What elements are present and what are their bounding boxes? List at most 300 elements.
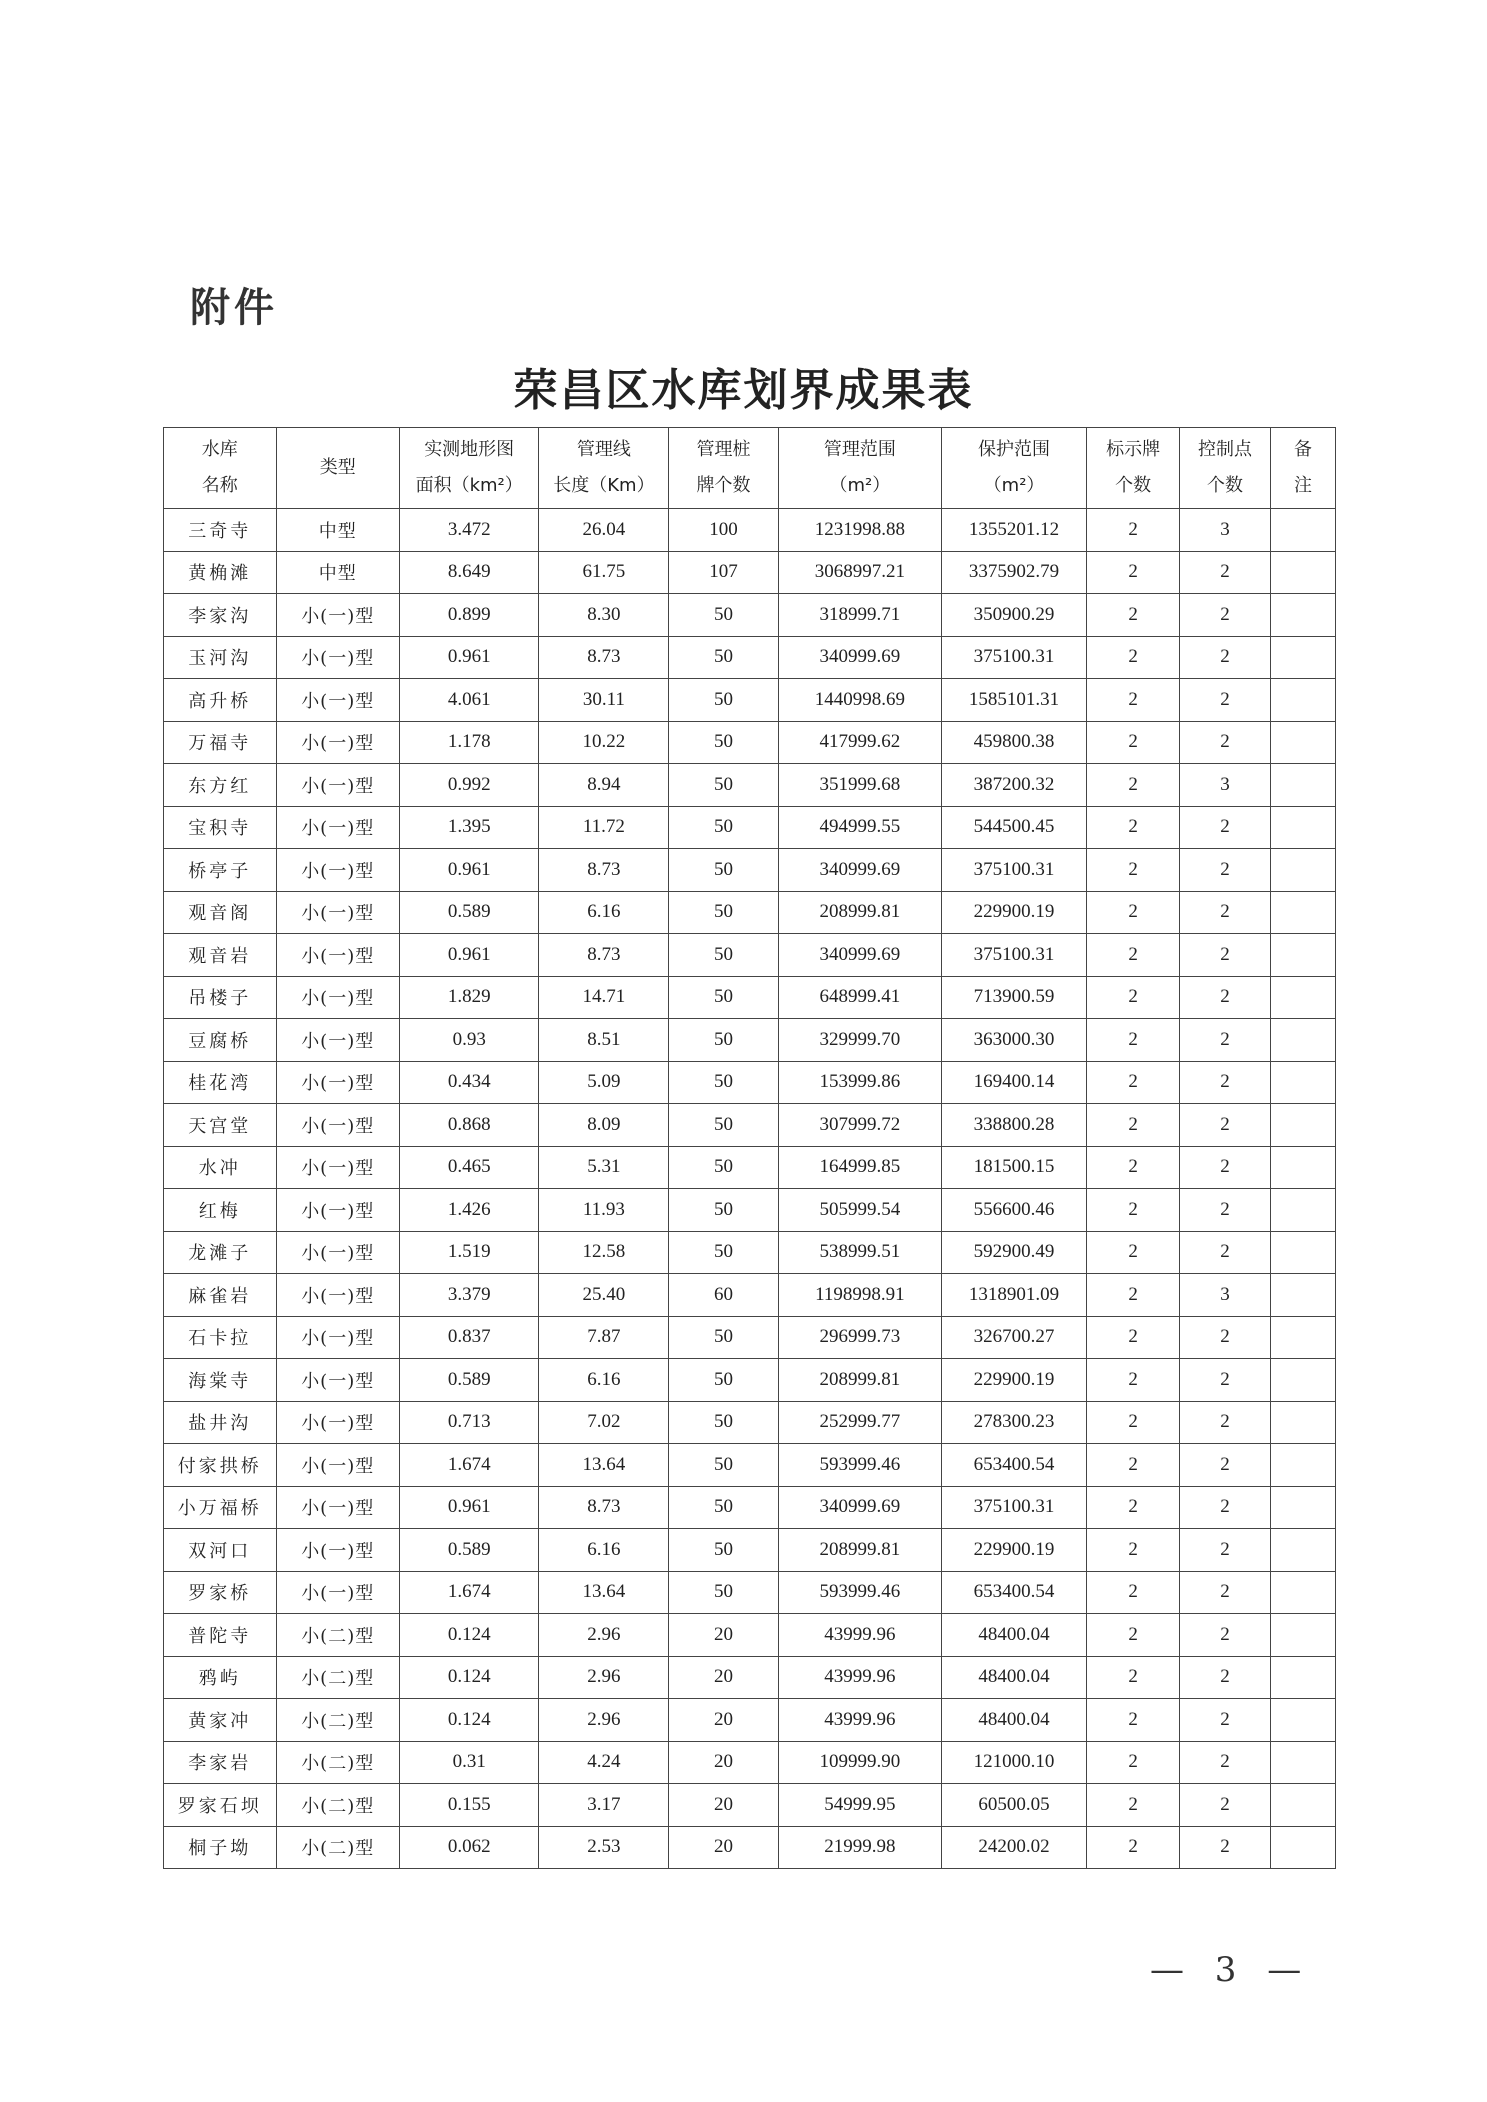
control-points-cell: 2 (1180, 849, 1271, 892)
control-points-cell: 2 (1180, 1231, 1271, 1274)
protection-range-cell: 278300.23 (942, 1401, 1087, 1444)
type-cell: 小(二)型 (276, 1699, 399, 1742)
management-range-cell: 1231998.88 (778, 509, 941, 552)
management-range-cell: 43999.96 (778, 1699, 941, 1742)
management-range-cell: 208999.81 (778, 891, 941, 934)
management-range-cell: 340999.69 (778, 849, 941, 892)
stakes-cell: 50 (669, 976, 778, 1019)
control-points-cell: 2 (1180, 1614, 1271, 1657)
type-cell: 小(二)型 (276, 1826, 399, 1869)
area-cell: 0.155 (399, 1784, 539, 1827)
signs-cell: 2 (1087, 509, 1180, 552)
protection-range-cell: 1355201.12 (942, 509, 1087, 552)
signs-cell: 2 (1087, 1316, 1180, 1359)
remarks-cell (1271, 721, 1336, 764)
reservoir-name-cell: 罗家桥 (164, 1571, 277, 1614)
table-row (164, 1444, 1336, 1487)
protection-range-cell: 653400.54 (942, 1444, 1087, 1487)
reservoir-name-cell: 观音岩 (164, 934, 277, 977)
management-range-cell: 43999.96 (778, 1656, 941, 1699)
signs-cell: 2 (1087, 1019, 1180, 1062)
line-length-cell: 10.22 (539, 721, 669, 764)
stakes-cell: 50 (669, 1529, 778, 1572)
protection-range-cell: 375100.31 (942, 636, 1087, 679)
table-row (164, 1231, 1336, 1274)
signs-cell: 2 (1087, 1231, 1180, 1274)
header-name: 水库 名称 (164, 428, 277, 509)
table-row (164, 1656, 1336, 1699)
area-cell: 0.062 (399, 1826, 539, 1869)
remarks-cell (1271, 1104, 1336, 1147)
table-row (164, 1401, 1336, 1444)
protection-range-cell: 387200.32 (942, 764, 1087, 807)
line-length-cell: 13.64 (539, 1571, 669, 1614)
type-cell: 小(二)型 (276, 1741, 399, 1784)
management-range-cell: 208999.81 (778, 1529, 941, 1572)
area-cell: 1.178 (399, 721, 539, 764)
area-cell: 0.465 (399, 1146, 539, 1189)
management-range-cell: 648999.41 (778, 976, 941, 1019)
remarks-cell (1271, 1019, 1336, 1062)
type-cell: 小(一)型 (276, 1401, 399, 1444)
stakes-cell: 50 (669, 806, 778, 849)
management-range-cell: 340999.69 (778, 636, 941, 679)
area-cell: 0.124 (399, 1614, 539, 1657)
type-cell: 小(一)型 (276, 1486, 399, 1529)
reservoir-name-cell: 三奇寺 (164, 509, 277, 552)
type-cell: 小(一)型 (276, 891, 399, 934)
signs-cell: 2 (1087, 1614, 1180, 1657)
table-row (164, 976, 1336, 1019)
reservoir-name-cell: 红梅 (164, 1189, 277, 1232)
stakes-cell: 50 (669, 849, 778, 892)
area-cell: 0.992 (399, 764, 539, 807)
line-length-cell: 8.51 (539, 1019, 669, 1062)
line-length-cell: 11.72 (539, 806, 669, 849)
remarks-cell (1271, 1316, 1336, 1359)
signs-cell: 2 (1087, 1571, 1180, 1614)
type-cell: 小(一)型 (276, 1061, 399, 1104)
control-points-cell: 2 (1180, 1571, 1271, 1614)
reservoir-name-cell: 罗家石坝 (164, 1784, 277, 1827)
remarks-cell (1271, 1784, 1336, 1827)
line-length-cell: 7.02 (539, 1401, 669, 1444)
type-cell: 小(一)型 (276, 934, 399, 977)
area-cell: 0.124 (399, 1699, 539, 1742)
control-points-cell: 2 (1180, 1826, 1271, 1869)
area-cell: 1.674 (399, 1444, 539, 1487)
remarks-cell (1271, 1614, 1336, 1657)
area-cell: 0.93 (399, 1019, 539, 1062)
control-points-cell: 2 (1180, 1359, 1271, 1402)
table-header-row (164, 428, 1336, 509)
management-range-cell: 417999.62 (778, 721, 941, 764)
line-length-cell: 8.94 (539, 764, 669, 807)
remarks-cell (1271, 891, 1336, 934)
type-cell: 小(一)型 (276, 849, 399, 892)
management-range-cell: 593999.46 (778, 1571, 941, 1614)
control-points-cell: 2 (1180, 721, 1271, 764)
stakes-cell: 100 (669, 509, 778, 552)
remarks-cell (1271, 1529, 1336, 1572)
remarks-cell (1271, 976, 1336, 1019)
signs-cell: 2 (1087, 849, 1180, 892)
control-points-cell: 2 (1180, 1656, 1271, 1699)
stakes-cell: 107 (669, 551, 778, 594)
line-length-cell: 8.73 (539, 849, 669, 892)
control-points-cell: 2 (1180, 1529, 1271, 1572)
line-length-cell: 5.31 (539, 1146, 669, 1189)
protection-range-cell: 326700.27 (942, 1316, 1087, 1359)
management-range-cell: 307999.72 (778, 1104, 941, 1147)
table-row (164, 509, 1336, 552)
signs-cell: 2 (1087, 1274, 1180, 1317)
reservoir-name-cell: 龙滩子 (164, 1231, 277, 1274)
stakes-cell: 50 (669, 1316, 778, 1359)
header-line-length: 管理线 长度（Km） (539, 428, 669, 509)
stakes-cell: 50 (669, 1571, 778, 1614)
area-cell: 0.31 (399, 1741, 539, 1784)
protection-range-cell: 556600.46 (942, 1189, 1087, 1232)
protection-range-cell: 169400.14 (942, 1061, 1087, 1104)
remarks-cell (1271, 594, 1336, 637)
table-row (164, 1486, 1336, 1529)
signs-cell: 2 (1087, 976, 1180, 1019)
stakes-cell: 50 (669, 1104, 778, 1147)
management-range-cell: 505999.54 (778, 1189, 941, 1232)
table-row (164, 1699, 1336, 1742)
management-range-cell: 593999.46 (778, 1444, 941, 1487)
protection-range-cell: 459800.38 (942, 721, 1087, 764)
stakes-cell: 50 (669, 764, 778, 807)
area-cell: 0.961 (399, 1486, 539, 1529)
type-cell: 小(一)型 (276, 636, 399, 679)
table-row (164, 1146, 1336, 1189)
remarks-cell (1271, 1061, 1336, 1104)
reservoir-name-cell: 双河口 (164, 1529, 277, 1572)
signs-cell: 2 (1087, 764, 1180, 807)
management-range-cell: 351999.68 (778, 764, 941, 807)
control-points-cell: 2 (1180, 976, 1271, 1019)
type-cell: 小(一)型 (276, 806, 399, 849)
stakes-cell: 50 (669, 1061, 778, 1104)
area-cell: 0.589 (399, 1529, 539, 1572)
table-body (164, 509, 1336, 1869)
table-row (164, 1359, 1336, 1402)
line-length-cell: 7.87 (539, 1316, 669, 1359)
stakes-cell: 50 (669, 594, 778, 637)
line-length-cell: 8.73 (539, 934, 669, 977)
remarks-cell (1271, 934, 1336, 977)
page-title: 荣昌区水库划界成果表 (513, 365, 974, 416)
line-length-cell: 8.09 (539, 1104, 669, 1147)
reservoir-name-cell: 石卡拉 (164, 1316, 277, 1359)
table-row (164, 1826, 1336, 1869)
table-row (164, 1614, 1336, 1657)
remarks-cell (1271, 509, 1336, 552)
table-row (164, 551, 1336, 594)
signs-cell: 2 (1087, 1061, 1180, 1104)
line-length-cell: 25.40 (539, 1274, 669, 1317)
area-cell: 0.961 (399, 934, 539, 977)
protection-range-cell: 1318901.09 (942, 1274, 1087, 1317)
table-row (164, 934, 1336, 977)
reservoir-name-cell: 玉河沟 (164, 636, 277, 679)
area-cell: 1.426 (399, 1189, 539, 1232)
control-points-cell: 2 (1180, 1486, 1271, 1529)
protection-range-cell: 181500.15 (942, 1146, 1087, 1189)
remarks-cell (1271, 1699, 1336, 1742)
remarks-cell (1271, 849, 1336, 892)
reservoir-name-cell: 小万福桥 (164, 1486, 277, 1529)
reservoir-name-cell: 海棠寺 (164, 1359, 277, 1402)
control-points-cell: 3 (1180, 509, 1271, 552)
table-row (164, 849, 1336, 892)
area-cell: 0.124 (399, 1656, 539, 1699)
reservoir-name-cell: 桥亭子 (164, 849, 277, 892)
protection-range-cell: 1585101.31 (942, 679, 1087, 722)
line-length-cell: 2.53 (539, 1826, 669, 1869)
stakes-cell: 20 (669, 1614, 778, 1657)
reservoir-name-cell: 黄桷滩 (164, 551, 277, 594)
control-points-cell: 2 (1180, 1019, 1271, 1062)
line-length-cell: 8.73 (539, 1486, 669, 1529)
signs-cell: 2 (1087, 1529, 1180, 1572)
management-range-cell: 329999.70 (778, 1019, 941, 1062)
protection-range-cell: 544500.45 (942, 806, 1087, 849)
protection-range-cell: 375100.31 (942, 934, 1087, 977)
area-cell: 1.395 (399, 806, 539, 849)
management-range-cell: 1440998.69 (778, 679, 941, 722)
line-length-cell: 2.96 (539, 1656, 669, 1699)
protection-range-cell: 338800.28 (942, 1104, 1087, 1147)
control-points-cell: 2 (1180, 1146, 1271, 1189)
signs-cell: 2 (1087, 1699, 1180, 1742)
stakes-cell: 50 (669, 1401, 778, 1444)
line-length-cell: 2.96 (539, 1614, 669, 1657)
remarks-cell (1271, 636, 1336, 679)
type-cell: 小(一)型 (276, 1359, 399, 1402)
signs-cell: 2 (1087, 551, 1180, 594)
protection-range-cell: 24200.02 (942, 1826, 1087, 1869)
stakes-cell: 50 (669, 1019, 778, 1062)
signs-cell: 2 (1087, 1826, 1180, 1869)
type-cell: 小(一)型 (276, 976, 399, 1019)
management-range-cell: 1198998.91 (778, 1274, 941, 1317)
signs-cell: 2 (1087, 679, 1180, 722)
remarks-cell (1271, 1741, 1336, 1784)
remarks-cell (1271, 1656, 1336, 1699)
stakes-cell: 50 (669, 721, 778, 764)
protection-range-cell: 229900.19 (942, 1529, 1087, 1572)
remarks-cell (1271, 551, 1336, 594)
table-row (164, 1104, 1336, 1147)
signs-cell: 2 (1087, 636, 1180, 679)
protection-range-cell: 363000.30 (942, 1019, 1087, 1062)
line-length-cell: 6.16 (539, 1529, 669, 1572)
management-range-cell: 296999.73 (778, 1316, 941, 1359)
type-cell: 中型 (276, 509, 399, 552)
type-cell: 小(一)型 (276, 1104, 399, 1147)
reservoir-name-cell: 桐子坳 (164, 1826, 277, 1869)
signs-cell: 2 (1087, 1146, 1180, 1189)
remarks-cell (1271, 1231, 1336, 1274)
line-length-cell: 8.73 (539, 636, 669, 679)
stakes-cell: 20 (669, 1784, 778, 1827)
protection-range-cell: 48400.04 (942, 1699, 1087, 1742)
header-protection-range: 保护范围 （m²） (942, 428, 1087, 509)
header-type: 类型 (276, 428, 399, 509)
line-length-cell: 11.93 (539, 1189, 669, 1232)
remarks-cell (1271, 1146, 1336, 1189)
type-cell: 小(二)型 (276, 1784, 399, 1827)
reservoir-name-cell: 东方红 (164, 764, 277, 807)
area-cell: 0.837 (399, 1316, 539, 1359)
reservoir-name-cell: 盐井沟 (164, 1401, 277, 1444)
reservoir-name-cell: 普陀寺 (164, 1614, 277, 1657)
area-cell: 0.589 (399, 1359, 539, 1402)
remarks-cell (1271, 1826, 1336, 1869)
control-points-cell: 2 (1180, 551, 1271, 594)
area-cell: 1.674 (399, 1571, 539, 1614)
type-cell: 小(一)型 (276, 1274, 399, 1317)
type-cell: 小(一)型 (276, 1019, 399, 1062)
table-row (164, 1741, 1336, 1784)
stakes-cell: 20 (669, 1826, 778, 1869)
reservoir-name-cell: 黄家冲 (164, 1699, 277, 1742)
table-row (164, 806, 1336, 849)
table-row (164, 1571, 1336, 1614)
stakes-cell: 50 (669, 934, 778, 977)
line-length-cell: 26.04 (539, 509, 669, 552)
stakes-cell: 60 (669, 1274, 778, 1317)
signs-cell: 2 (1087, 806, 1180, 849)
control-points-cell: 2 (1180, 806, 1271, 849)
table-row (164, 1189, 1336, 1232)
reservoir-name-cell: 观音阁 (164, 891, 277, 934)
table-row (164, 721, 1336, 764)
remarks-cell (1271, 1359, 1336, 1402)
reservoir-name-cell: 付家拱桥 (164, 1444, 277, 1487)
reservoir-name-cell: 吊楼子 (164, 976, 277, 1019)
type-cell: 小(一)型 (276, 721, 399, 764)
table-row (164, 1316, 1336, 1359)
stakes-cell: 50 (669, 1231, 778, 1274)
management-range-cell: 252999.77 (778, 1401, 941, 1444)
type-cell: 小(一)型 (276, 1231, 399, 1274)
protection-range-cell: 48400.04 (942, 1656, 1087, 1699)
stakes-cell: 50 (669, 1444, 778, 1487)
control-points-cell: 2 (1180, 1444, 1271, 1487)
table-row (164, 1784, 1336, 1827)
signs-cell: 2 (1087, 594, 1180, 637)
table-row (164, 1274, 1336, 1317)
stakes-cell: 50 (669, 636, 778, 679)
control-points-cell: 2 (1180, 1189, 1271, 1232)
header-stakes: 管理桩 牌个数 (669, 428, 778, 509)
type-cell: 小(一)型 (276, 1444, 399, 1487)
table-row (164, 891, 1336, 934)
control-points-cell: 2 (1180, 1316, 1271, 1359)
reservoir-name-cell: 鸦屿 (164, 1656, 277, 1699)
stakes-cell: 50 (669, 1189, 778, 1232)
protection-range-cell: 653400.54 (942, 1571, 1087, 1614)
line-length-cell: 5.09 (539, 1061, 669, 1104)
area-cell: 0.713 (399, 1401, 539, 1444)
management-range-cell: 153999.86 (778, 1061, 941, 1104)
control-points-cell: 2 (1180, 1784, 1271, 1827)
stakes-cell: 50 (669, 679, 778, 722)
reservoir-name-cell: 桂花湾 (164, 1061, 277, 1104)
table-row (164, 764, 1336, 807)
remarks-cell (1271, 764, 1336, 807)
signs-cell: 2 (1087, 1444, 1180, 1487)
signs-cell: 2 (1087, 1656, 1180, 1699)
signs-cell: 2 (1087, 934, 1180, 977)
type-cell: 小(一)型 (276, 1316, 399, 1359)
signs-cell: 2 (1087, 1486, 1180, 1529)
line-length-cell: 6.16 (539, 891, 669, 934)
reservoir-name-cell: 豆腐桥 (164, 1019, 277, 1062)
management-range-cell: 164999.85 (778, 1146, 941, 1189)
protection-range-cell: 229900.19 (942, 891, 1087, 934)
area-cell: 0.961 (399, 849, 539, 892)
remarks-cell (1271, 1571, 1336, 1614)
control-points-cell: 2 (1180, 934, 1271, 977)
table-row (164, 1019, 1336, 1062)
reservoir-name-cell: 麻雀岩 (164, 1274, 277, 1317)
line-length-cell: 61.75 (539, 551, 669, 594)
area-cell: 8.649 (399, 551, 539, 594)
line-length-cell: 30.11 (539, 679, 669, 722)
reservoir-name-cell: 高升桥 (164, 679, 277, 722)
control-points-cell: 3 (1180, 764, 1271, 807)
stakes-cell: 20 (669, 1656, 778, 1699)
protection-range-cell: 350900.29 (942, 594, 1087, 637)
table-row (164, 594, 1336, 637)
table-row (164, 679, 1336, 722)
area-cell: 3.379 (399, 1274, 539, 1317)
control-points-cell: 2 (1180, 679, 1271, 722)
type-cell: 中型 (276, 551, 399, 594)
area-cell: 0.961 (399, 636, 539, 679)
management-range-cell: 109999.90 (778, 1741, 941, 1784)
header-management-range: 管理范围 （m²） (778, 428, 941, 509)
line-length-cell: 3.17 (539, 1784, 669, 1827)
protection-range-cell: 48400.04 (942, 1614, 1087, 1657)
management-range-cell: 340999.69 (778, 934, 941, 977)
type-cell: 小(一)型 (276, 594, 399, 637)
line-length-cell: 6.16 (539, 1359, 669, 1402)
reservoir-name-cell: 天宫堂 (164, 1104, 277, 1147)
table-row (164, 1529, 1336, 1572)
remarks-cell (1271, 806, 1336, 849)
stakes-cell: 50 (669, 1359, 778, 1402)
signs-cell: 2 (1087, 1784, 1180, 1827)
management-range-cell: 494999.55 (778, 806, 941, 849)
table-row (164, 1061, 1336, 1104)
management-range-cell: 538999.51 (778, 1231, 941, 1274)
remarks-cell (1271, 1274, 1336, 1317)
stakes-cell: 20 (669, 1741, 778, 1784)
stakes-cell: 20 (669, 1699, 778, 1742)
management-range-cell: 21999.98 (778, 1826, 941, 1869)
attachment-label: 附件 (190, 285, 278, 331)
remarks-cell (1271, 1401, 1336, 1444)
type-cell: 小(一)型 (276, 1146, 399, 1189)
stakes-cell: 50 (669, 1486, 778, 1529)
header-signs: 标示牌 个数 (1087, 428, 1180, 509)
